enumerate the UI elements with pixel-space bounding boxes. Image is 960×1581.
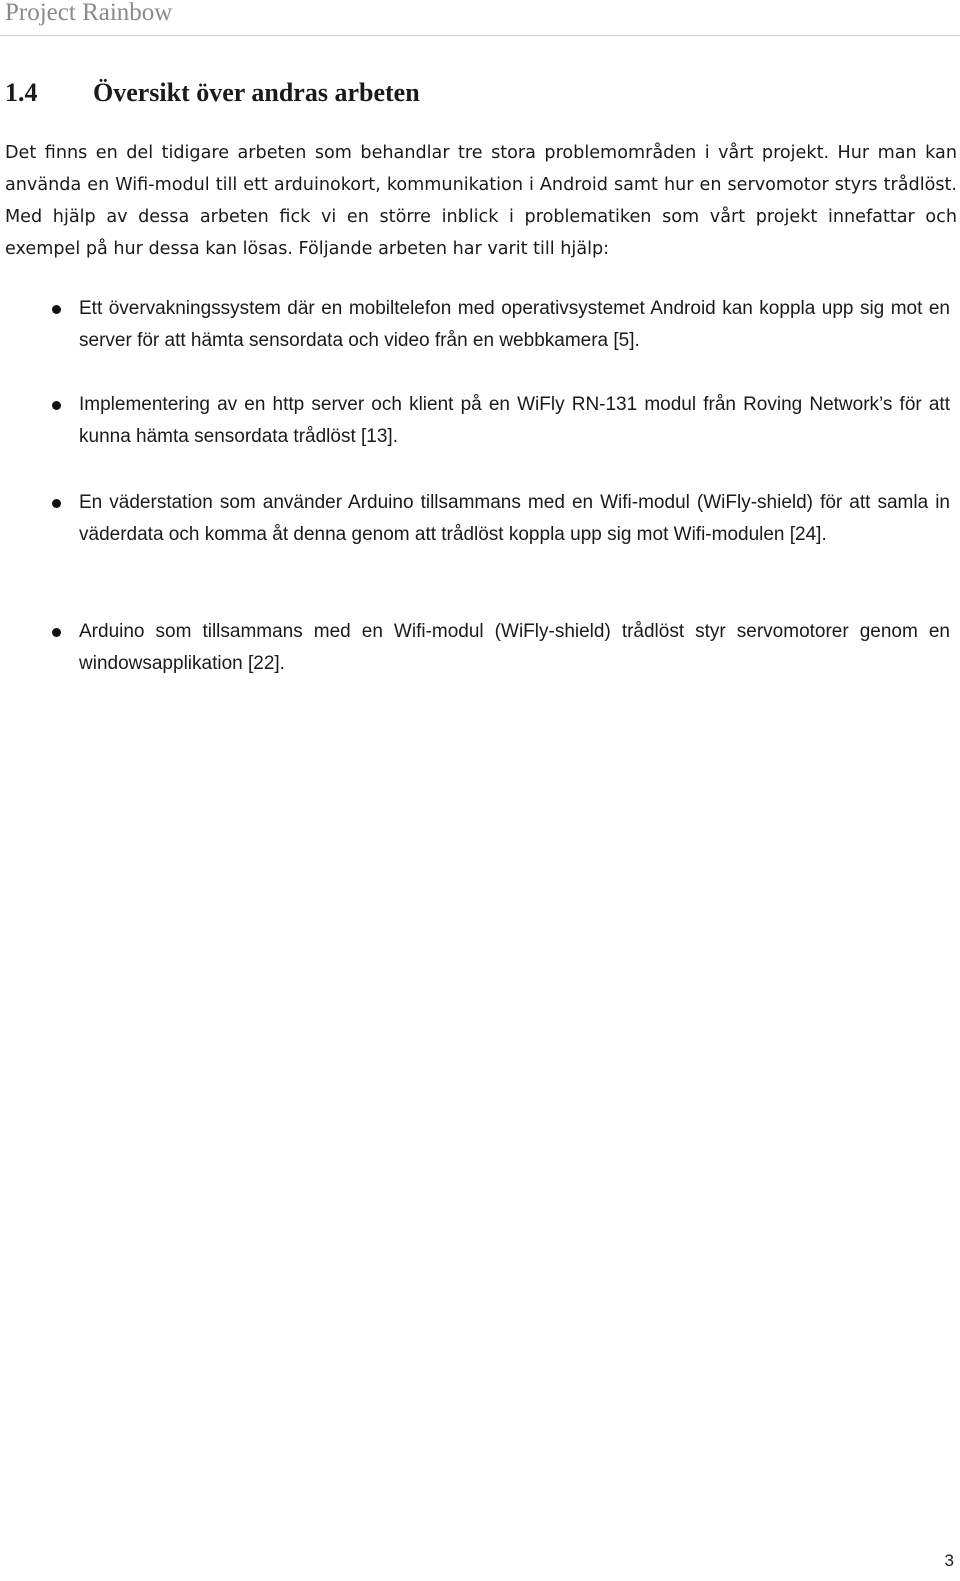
page-number: 3: [944, 1551, 954, 1570]
bullet-icon: [52, 401, 61, 410]
running-header: Project Rainbow: [5, 0, 173, 26]
list-item-text: En väderstation som använder Arduino tillsammans med en Wifi-modul (WiFly-shield) för att samla in väderdata och komma åt denna genom att trådlöst koppla upp sig mot Wifi-modulen [24].: [79, 492, 950, 545]
section-title: Översikt över andras arbeten: [93, 78, 420, 107]
list-item-text: Arduino som tillsammans med en Wifi-modul (WiFly-shield) trådlöst styr servomotorer genom en windowsapplikation [22].: [79, 621, 950, 674]
bullet-icon: [52, 628, 61, 637]
bullet-icon: [52, 499, 61, 508]
section-number: 1.4: [5, 78, 38, 107]
intro-paragraph: Det finns en del tidigare arbeten som behandlar tre stora problemområden i vårt projekt. Hur man kan använda en Wifi-modul till ett arduinokort, kommunikation i Android samt hur en servomotor styrs trådlöst. Med hjälp av dessa arbeten fick vi en större inblick i problematiken som vårt projekt innefattar och exempel på hur dessa kan lösas. Följande arbeten har varit till hjälp:: [5, 143, 957, 259]
header-divider: [0, 35, 960, 36]
list-item-text: Ett övervakningssystem där en mobiltelefon med operativsystemet Android kan koppla upp sig mot en server för att hämta sensordata och video från en webbkamera [5].: [79, 298, 950, 351]
bullet-icon: [52, 305, 61, 314]
section-heading: [5, 76, 420, 110]
list-item-text: Implementering av en http server och klient på en WiFly RN-131 modul från Roving Network’s för att kunna hämta sensordata trådlöst [13].: [79, 394, 950, 447]
